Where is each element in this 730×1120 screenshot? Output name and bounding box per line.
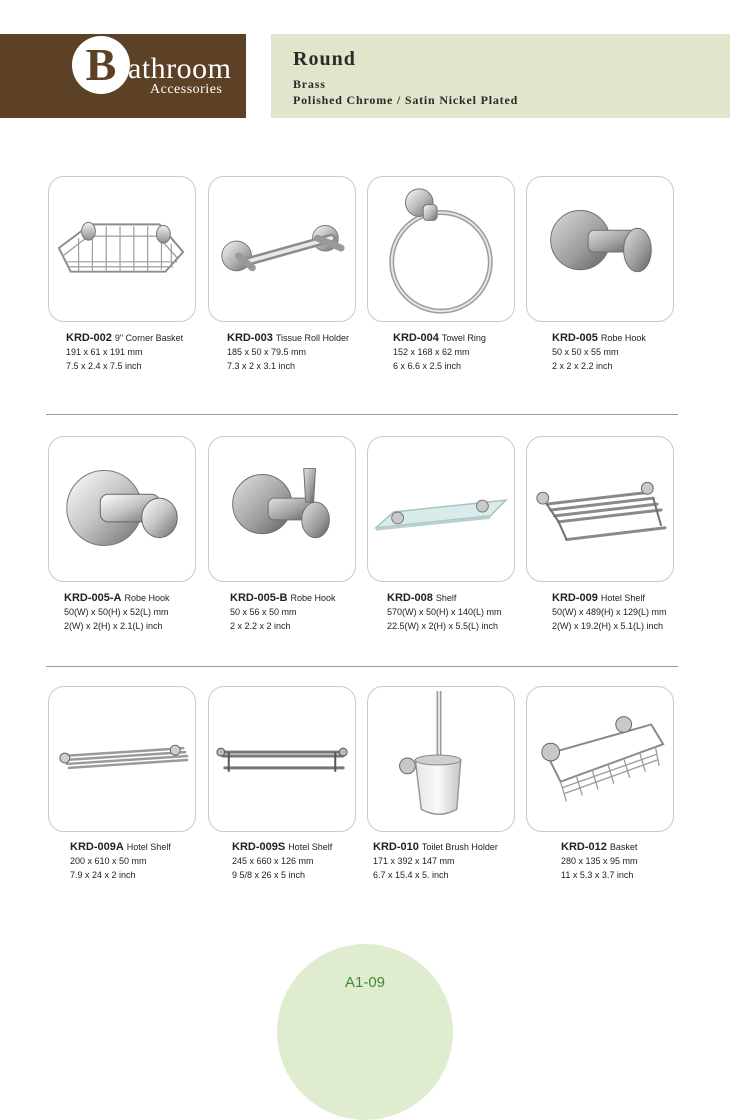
tissue-roll-holder-icon: [209, 177, 355, 321]
series-material: Brass: [293, 77, 326, 91]
brand-initial: B: [85, 39, 117, 90]
product-card-krd-010[interactable]: [367, 686, 515, 832]
product-dim-mm: 50(W) x 50(H) x 52(L) mm: [64, 607, 169, 617]
product-dim-inch: 2(W) x 19.2(H) x 5.1(L) inch: [552, 621, 664, 631]
glass-shelf-icon: [368, 437, 514, 581]
product-dim-mm: 191 x 61 x 191 mm: [66, 347, 143, 357]
product-caption-krd-012: [561, 840, 721, 882]
product-caption-krd-009s: [232, 840, 392, 882]
product-card-krd-009[interactable]: [526, 436, 674, 582]
product-name: Basket: [609, 842, 638, 852]
product-dim-inch: 2 x 2 x 2.2 inch: [552, 361, 613, 371]
product-caption-krd-009a: [70, 840, 230, 882]
product-code: KRD-008: [387, 592, 433, 604]
product-dim-inch: 7.5 x 2.4 x 7.5 inch: [66, 361, 142, 371]
product-code: KRD-009: [552, 592, 598, 604]
product-caption-krd-008: [387, 591, 547, 633]
product-name: Hotel Shelf: [600, 593, 645, 603]
product-name: Hotel Shelf: [288, 842, 333, 852]
product-dim-inch: 2(W) x 2(H) x 2.1(L) inch: [64, 621, 163, 631]
robe-hook-icon: [209, 437, 355, 581]
product-card-krd-008[interactable]: [367, 436, 515, 582]
product-dim-inch: 6 x 6.6 x 2.5 inch: [393, 361, 462, 371]
product-dim-mm: 280 x 135 x 95 mm: [561, 856, 638, 866]
product-caption-krd-010: [373, 840, 533, 882]
product-name: Hotel Shelf: [126, 842, 171, 852]
toilet-brush-holder-icon: [368, 687, 514, 831]
product-caption-krd-004: [393, 331, 553, 373]
series-banner: [271, 34, 730, 118]
basket-icon: [527, 687, 673, 831]
product-code: KRD-002: [66, 332, 112, 344]
product-card-krd-009s[interactable]: [208, 686, 356, 832]
product-card-krd-005-b[interactable]: [208, 436, 356, 582]
product-name: Tissue Roll Holder: [275, 333, 350, 343]
product-name: Robe Hook: [124, 593, 170, 603]
product-dim-mm: 245 x 660 x 126 mm: [232, 856, 314, 866]
robe-hook-icon: [527, 177, 673, 321]
product-dim-inch: 22.5(W) x 2(H) x 5.5(L) inch: [387, 621, 499, 631]
product-dim-mm: 50 x 56 x 50 mm: [230, 607, 297, 617]
product-code: KRD-003: [227, 332, 273, 344]
brand-word: athroom: [128, 52, 232, 85]
product-caption-krd-002: [66, 331, 226, 373]
product-dim-inch: 9 5/8 x 26 x 5 inch: [232, 870, 306, 880]
brand-initial-badge: [72, 36, 130, 94]
product-name: Toilet Brush Holder: [421, 842, 498, 852]
product-card-krd-005-a[interactable]: [48, 436, 196, 582]
row-divider: [46, 666, 678, 667]
product-code: KRD-005: [552, 332, 598, 344]
product-code: KRD-012: [561, 841, 607, 853]
towel-ring-icon: [368, 177, 514, 321]
product-card-krd-003[interactable]: [208, 176, 356, 322]
product-dim-inch: 7.9 x 24 x 2 inch: [70, 870, 136, 880]
page-number-badge: [277, 944, 453, 1120]
product-caption-krd-005-b: [230, 591, 390, 633]
product-caption-krd-003: [227, 331, 387, 373]
product-name: Robe Hook: [600, 333, 646, 343]
product-card-krd-002[interactable]: [48, 176, 196, 322]
row-divider: [46, 414, 678, 415]
product-code: KRD-004: [393, 332, 439, 344]
product-dim-inch: 6.7 x 15.4 x 5. inch: [373, 870, 449, 880]
series-title: Round: [293, 48, 356, 70]
product-code: KRD-010: [373, 841, 419, 853]
corner-basket-icon: [49, 177, 195, 321]
product-dim-mm: 570(W) x 50(H) x 140(L) mm: [387, 607, 502, 617]
product-caption-krd-005: [552, 331, 712, 373]
product-card-krd-012[interactable]: [526, 686, 674, 832]
product-card-krd-004[interactable]: [367, 176, 515, 322]
product-name: Shelf: [435, 593, 457, 603]
product-dim-mm: 185 x 50 x 79.5 mm: [227, 347, 307, 357]
product-dim-mm: 171 x 392 x 147 mm: [373, 856, 455, 866]
series-finish: Polished Chrome / Satin Nickel Plated: [293, 93, 519, 107]
product-dim-inch: 2 x 2.2 x 2 inch: [230, 621, 291, 631]
brand-subtitle: Accessories: [150, 82, 223, 97]
product-card-krd-009a[interactable]: [48, 686, 196, 832]
product-code: KRD-009A: [70, 841, 124, 853]
product-dim-mm: 152 x 168 x 62 mm: [393, 347, 470, 357]
product-dim-mm: 50 x 50 x 55 mm: [552, 347, 619, 357]
product-card-krd-005[interactable]: [526, 176, 674, 322]
product-name: 9" Corner Basket: [114, 333, 184, 343]
hotel-shelf-icon: [527, 437, 673, 581]
hotel-shelf-icon: [49, 687, 195, 831]
product-code: KRD-005-A: [64, 592, 122, 604]
product-name: Robe Hook: [290, 593, 336, 603]
product-caption-krd-005-a: [64, 591, 224, 633]
product-code: KRD-005-B: [230, 592, 288, 604]
product-name: Towel Ring: [441, 333, 486, 343]
brand-logo: [0, 34, 246, 118]
page-number: A1-09: [344, 974, 386, 991]
product-code: KRD-009S: [232, 841, 286, 853]
robe-hook-icon: [49, 437, 195, 581]
hotel-shelf-icon: [209, 687, 355, 831]
product-dim-inch: 11 x 5.3 x 3.7 inch: [561, 870, 634, 880]
product-dim-inch: 7.3 x 2 x 3.1 inch: [227, 361, 296, 371]
product-dim-mm: 200 x 610 x 50 mm: [70, 856, 147, 866]
product-dim-mm: 50(W) x 489(H) x 129(L) mm: [552, 607, 667, 617]
product-caption-krd-009: [552, 591, 712, 633]
